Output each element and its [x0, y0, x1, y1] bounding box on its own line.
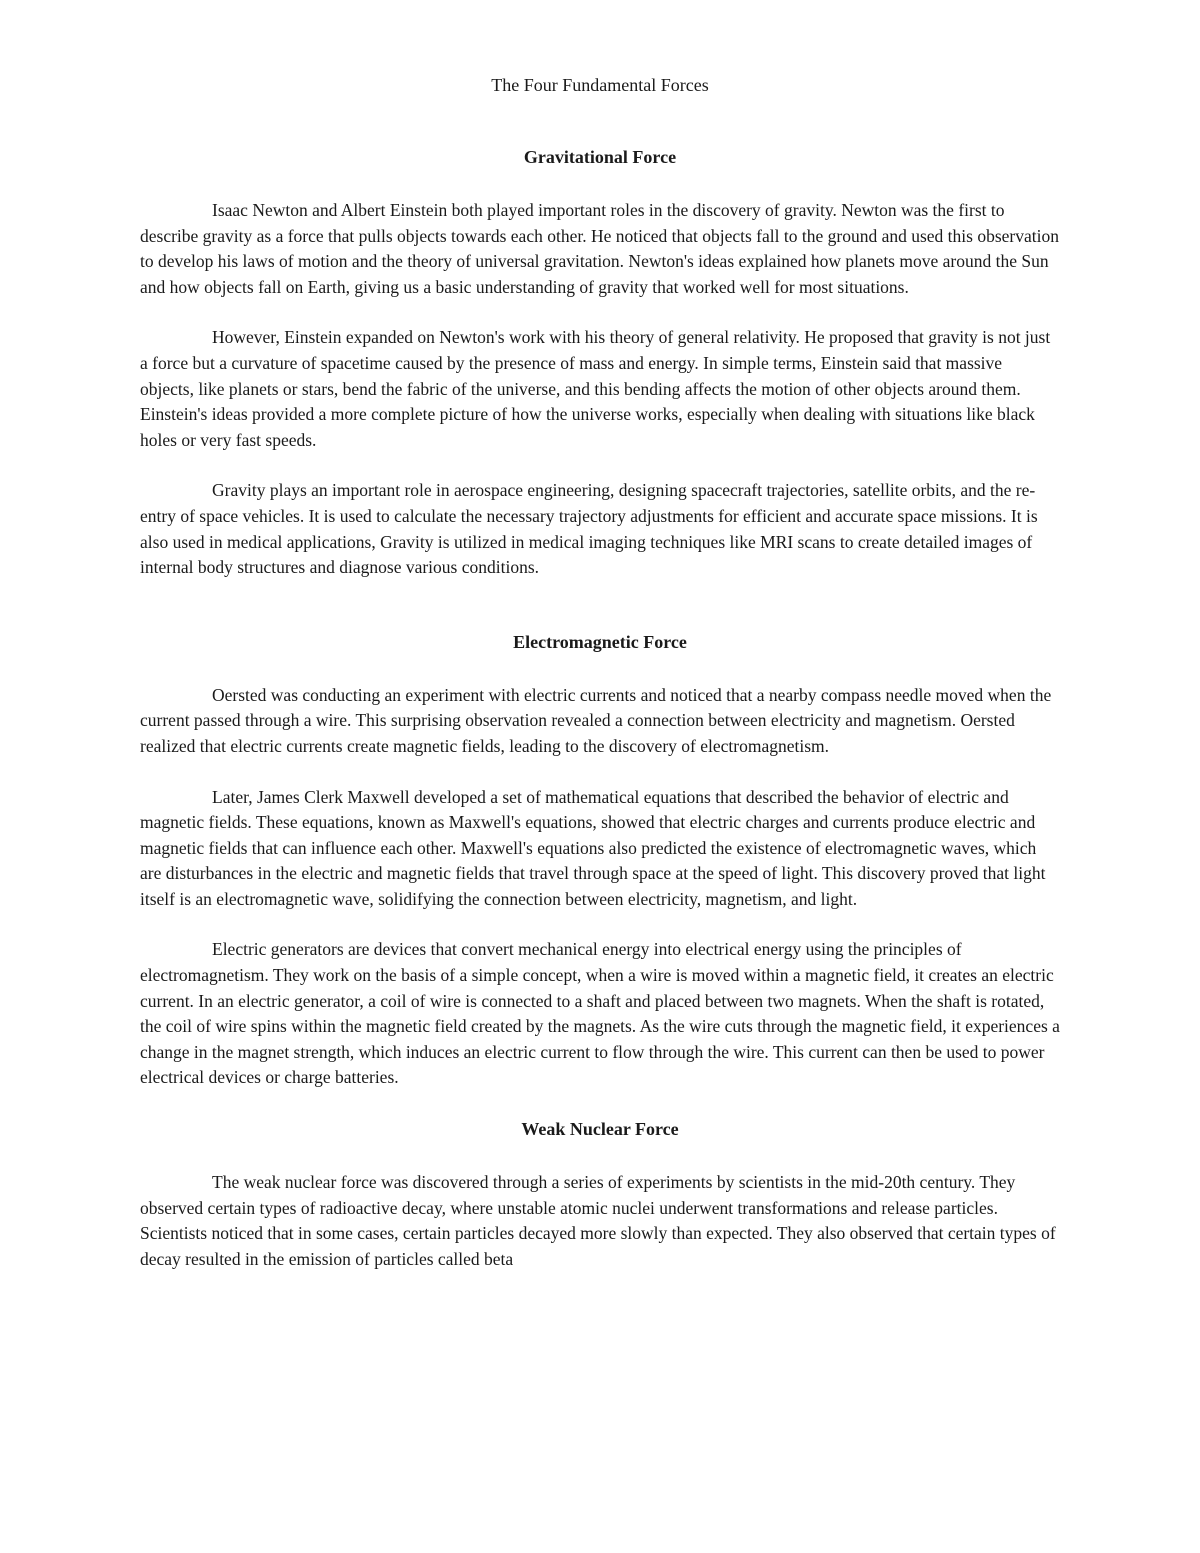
paragraph: Oersted was conducting an experiment with electric currents and noticed that a nearby compass needle moved when the current passed through a wire. This surprising observation revealed a connection between electricity and magnetism. Oersted realized that electric currents create magnetic fields, leading to the discovery of electromagnetism. [140, 684, 1052, 756]
paragraph: However, Einstein expanded on Newton's work with his theory of general relativity. He proposed that gravity is not just a force but a curvature of spacetime caused by the presence of mass and energy. In simple terms, Einstein said that massive objects, like planets or stars, bend the fabric of the universe, and this bending affects the motion of other objects around them. Einstein's ideas provided a more complete picture of how the universe works, especially when dealing with situations like black holes or very fast speeds. [140, 327, 1051, 450]
section-heading: Electromagnetic Force [513, 631, 687, 652]
section-gravitational-force [140, 144, 1060, 581]
paragraph: Isaac Newton and Albert Einstein both played important roles in the discovery of gravity. Newton was the first to describe gravity as a force that pulls objects towards each other. He noticed that objects fall to the ground and used this observation to develop his laws of motion and the theory of universal gravitation. Newton's ideas explained how planets move around the Sun and how objects fall on Earth, giving us a basic understanding of gravity that worked well for most situations. [140, 200, 1059, 297]
paragraph: Gravity plays an important role in aerospace engineering, designing spacecraft trajectories, satellite orbits, and the re-entry of space vehicles. It is used to calculate the necessary trajectory adjustments for efficient and accurate space missions. It is also used in medical applications, Gravity is utilized in medical imaging techniques like MRI scans to create detailed images of internal body structures and diagnose various conditions. [140, 480, 1038, 578]
section-weak-nuclear-force [140, 1116, 1060, 1272]
paragraph: Electric generators are devices that convert mechanical energy into electrical energy using the principles of electromagnetism. They work on the basis of a simple concept, when a wire is moved within a magnetic field, it creates an electric current. In an electric generator, a coil of wire is connected to a shaft and placed between two magnets. When the shaft is rotated, the coil of wire spins within the magnetic field created by the magnets. As the wire cuts through the magnetic field, it experiences a change in the magnet strength, which induces an electric current to flow through the wire. This current can then be used to power electrical devices or charge batteries. [140, 939, 1060, 1088]
section-electromagnetic-force [140, 629, 1060, 1091]
paragraph: The weak nuclear force was discovered through a series of experiments by scientists in the mid-20th century. They observed certain types of radioactive decay, where unstable atomic nuclei underwent transformations and release particles. Scientists noticed that in some cases, certain particles decayed more slowly than expected. They also observed that certain types of decay resulted in the emission of particles called beta [140, 1172, 1056, 1269]
section-heading: Weak Nuclear Force [521, 1119, 679, 1140]
paragraph: Later, James Clerk Maxwell developed a set of mathematical equations that described the behavior of electric and magnetic fields. These equations, known as Maxwell's equations, showed that electric charges and currents produce electric and magnetic fields that can influence each other. Maxwell's equations also predicted the existence of electromagnetic waves, which are disturbances in the electric and magnetic fields that travel through space at the speed of light. This discovery proved that light itself is an electromagnetic wave, solidifying the connection between electricity, magnetism, and light. [140, 786, 1046, 909]
section-heading: Gravitational Force [523, 147, 677, 167]
document-title: The Four Fundamental Forces [491, 75, 709, 95]
document-page [140, 72, 1060, 1297]
